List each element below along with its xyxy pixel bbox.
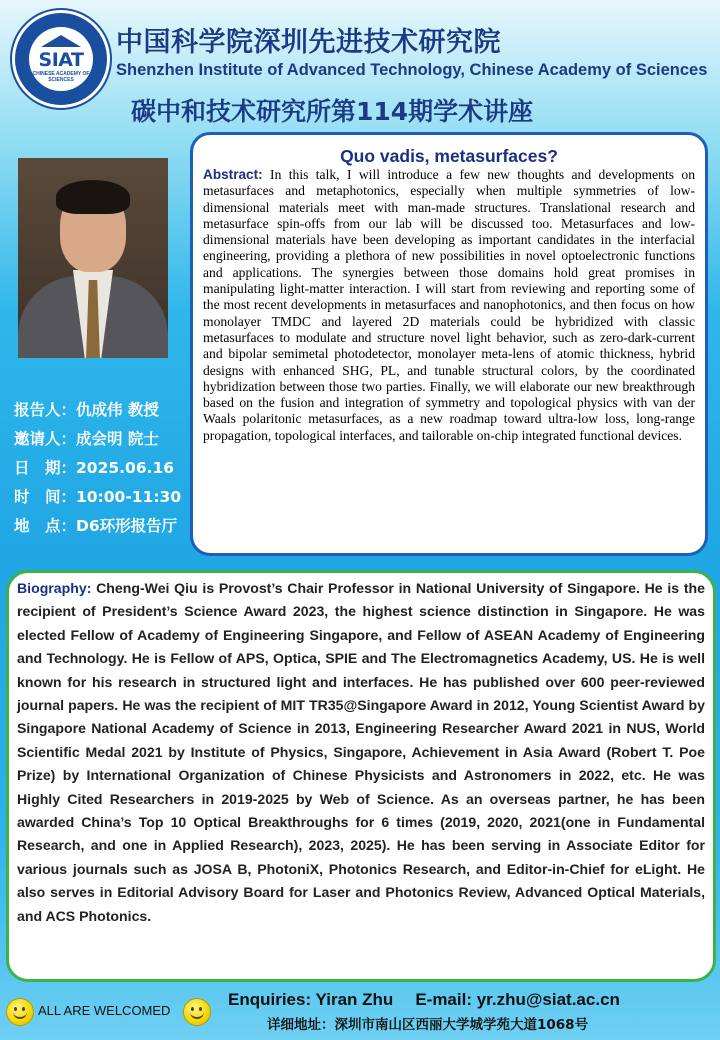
smiley-icon bbox=[6, 998, 34, 1026]
biography-box bbox=[6, 570, 716, 982]
date-info: 日 期：2025.06.16 bbox=[14, 459, 175, 477]
abstract-text bbox=[203, 167, 695, 444]
logo-text: SIAT bbox=[38, 49, 84, 71]
enquiries-line bbox=[228, 990, 620, 1010]
lecture-series-title: 碳中和技术研究所第114期学术讲座 bbox=[131, 97, 534, 126]
logo-subtext: CHINESE ACADEMY OF SCIENCES bbox=[32, 71, 90, 83]
institute-title-en: Shenzhen Institute of Advanced Technology, Chinese Academy of Sciences bbox=[116, 61, 708, 79]
address-line: 详细地址：深圳市南山区西丽大学城学苑大道1068号 bbox=[267, 1017, 589, 1033]
abstract-label: Abstract: bbox=[203, 167, 263, 182]
photo-hair bbox=[56, 180, 130, 214]
abstract-box bbox=[190, 132, 708, 556]
logo-emblem bbox=[29, 27, 93, 91]
speaker-photo bbox=[18, 158, 168, 358]
biography-text bbox=[17, 577, 705, 928]
abstract-body: In this talk, I will introduce a few new thoughts and developments on metasurfaces and metaphotonics, especially when multiple symmetries of low-dimensional materials meet with man-made structures. Translational research and metasurface spin-offs from our lab will be discussed too. Metasurfaces and low-dimensional materials have been developing as important candidates in the interfacial engineering, providing a plethora of new possibilities in novel optoelectronic functions and applications. The synergies between those domains hold great promises in manipulating light-matter interaction. I will start from reviewing and reporting some of the most recent developments in metasurfaces and nanophotonics, and then focus on how monolayer TMDC and layered 2D materials could be hybridized with classic metasurfaces to modulate and structure novel light behavior, such as zero-dark-current and bipolar semimetal photodetector, monolayer meta-lens of atomic thickness, hybrid designs with enhanced SHG, PL, and tunable structural colors, by the coordinated hybridization between those two parties. Finally, we will elaborate our new breakthrough based on the fusion and integration of symmetry and topological physics with van der Waals polaritonic metasurfaces, as a new roadmap toward ultra-low loss, long-range propagation, topological interfaces, and tailorable on-chip integrated functional devices. bbox=[203, 167, 695, 443]
institute-title-cn: 中国科学院深圳先进技术研究院 bbox=[116, 27, 501, 58]
talk-title: Quo vadis, metasurfaces? bbox=[340, 146, 558, 166]
welcome-text: ALL ARE WELCOMED bbox=[38, 1003, 171, 1018]
location-info: 地 点：D6环形报告厅 bbox=[14, 517, 178, 535]
speaker-info: 报告人：仇成伟 教授 bbox=[14, 401, 159, 419]
siat-logo bbox=[12, 10, 110, 108]
smiley-icon bbox=[183, 998, 211, 1026]
enquiries-contact: Enquiries: Yiran Zhu bbox=[228, 990, 394, 1009]
biography-body: Cheng-Wei Qiu is Provost’s Chair Professor in National University of Singapore. He is the recipient of President’s Science Award 2023, the highest science distinction in Singapore. He was elected Fellow of Academy of Engineering Singapore, and Fellow of ASEAN Academy of Engineering and Technology. He is Fellow of APS, Optica, SPIE and The Electromagnetics Academy, US. He is well known for his research in structured light and interfaces. He has published over 600 peer-reviewed journal papers. He was the recipient of MIT TR35@Singapore Award in 2012, Young Scientist Award by Singapore National Academy of Science in 2013, Engineering Researcher Award 2021 in NUS, World Scientific Medal 2021 by Institute of Physics, Singapore, Achievement in Asia Award (Robert T. Poe Prize) by International Organization of Chinese Physicists and Astronomers in 2022, etc. He was Highly Cited Researchers in 2019-2025 by Web of Science. As an overseas partner, he has been awarded China’s Top 10 Optical Breakthroughs for 6 times (2019, 2020, 2021(one in Fundamental Research, and one in Applied Research), 2023, 2025). He has been serving in Associate Editor for various journals such as JOSA B, PhotoniX, Photonics Research, and Editor-in-Chief for eLight. He also serves in Editorial Advisory Board for Laser and Photonics Review, Advanced Optical Materials, and ACS Photonics. bbox=[17, 580, 705, 924]
email-contact: E-mail: yr.zhu@siat.ac.cn bbox=[415, 990, 620, 1009]
logo-roof-icon bbox=[41, 35, 81, 47]
time-info: 时 间：10:00-11:30 bbox=[14, 488, 182, 506]
biography-label: Biography: bbox=[17, 580, 92, 596]
event-info bbox=[14, 396, 181, 541]
inviter-info: 邀请人：成会明 院士 bbox=[14, 430, 159, 448]
